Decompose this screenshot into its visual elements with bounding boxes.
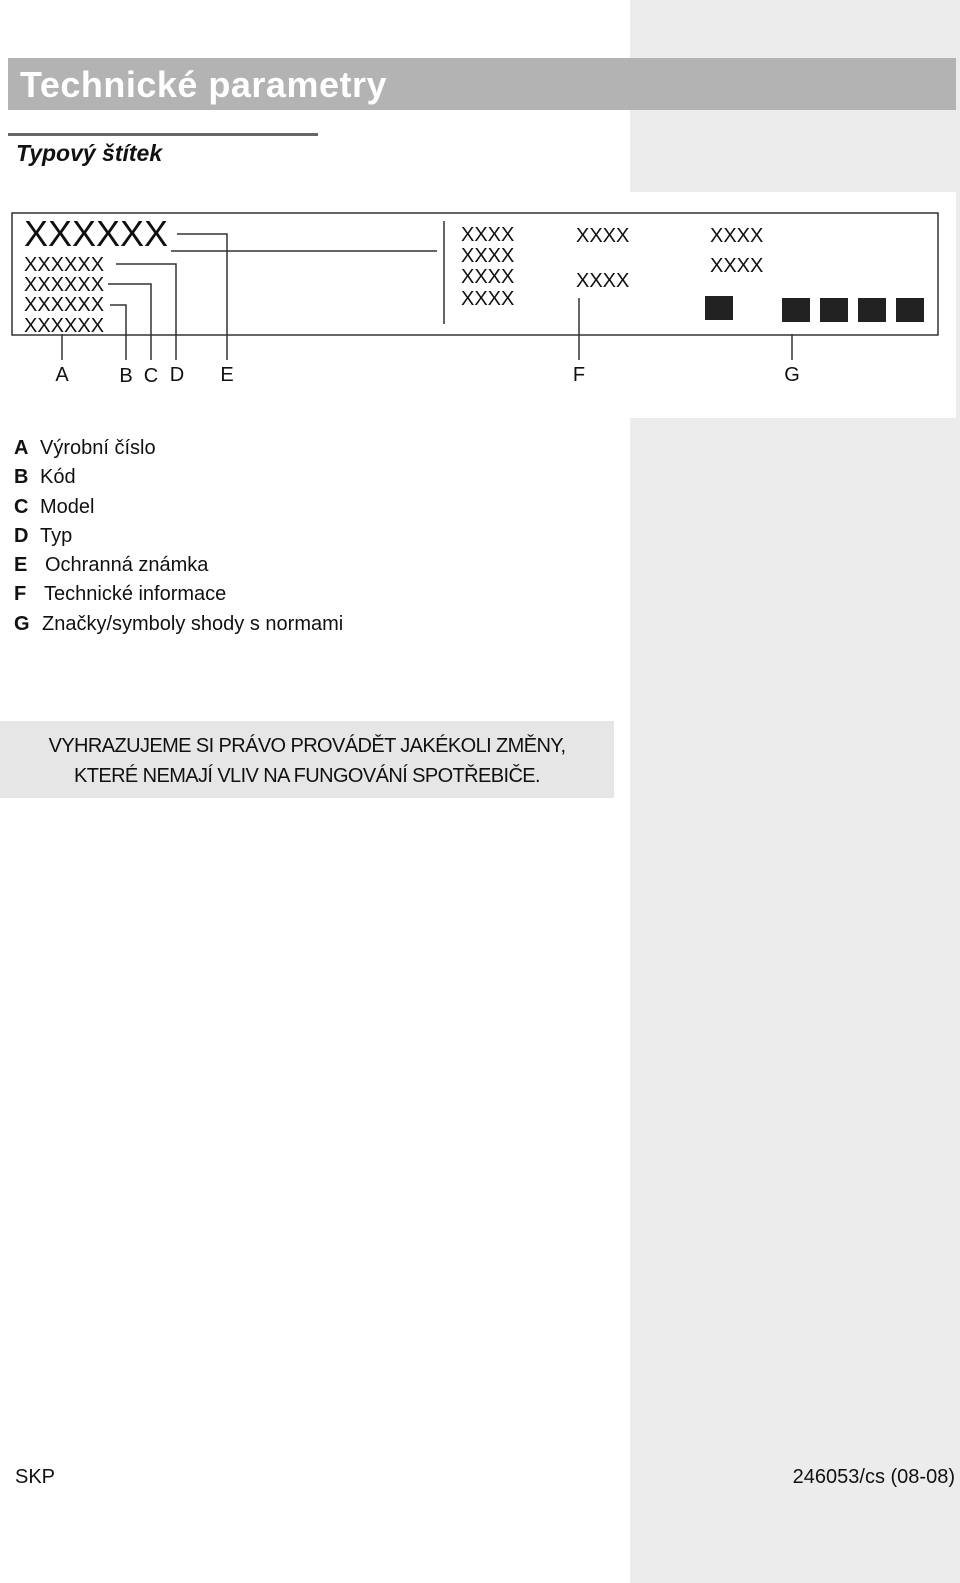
plate-col3-value: XXXX: [710, 225, 764, 247]
callout-label-d: D: [169, 364, 185, 386]
conformity-symbol-icon: [896, 298, 924, 322]
legend-text: Značky/symboly shody s normami: [42, 612, 344, 635]
legend-key: G: [14, 612, 30, 635]
subtitle-divider: [8, 133, 318, 136]
callout-label-e: E: [220, 364, 234, 386]
footer-doc-number: 246053/cs (08-08): [792, 1466, 955, 1488]
plate-col1-value: XXXX: [461, 288, 515, 310]
legend-key: F: [14, 583, 27, 606]
plate-col2-value: XXXX: [576, 270, 630, 292]
callout-label-f: F: [572, 364, 586, 386]
legend-key: C: [14, 495, 29, 518]
legend-item: [14, 493, 343, 522]
plate-code: XXXXXX: [24, 294, 105, 316]
legend-key: D: [14, 524, 29, 547]
plate-col1-value: XXXX: [461, 266, 515, 288]
legend-item: [14, 463, 343, 492]
conformity-symbol-icon: [820, 298, 848, 322]
legend-item: [14, 551, 343, 580]
page-title: Technické parametry: [20, 64, 388, 105]
legend-list: [14, 434, 343, 639]
rating-plate-svg: [0, 192, 956, 418]
legend-text: Ochranná známka: [45, 554, 209, 577]
legend-text: Kód: [40, 466, 76, 489]
callout-label-a: A: [55, 364, 69, 386]
conformity-symbol-icon: [782, 298, 810, 322]
disclaimer-line: VYHRAZUJEME SI PRÁVO PROVÁDĚT JAKÉKOLI ZMĚNY,: [48, 735, 566, 757]
legend-item: [14, 610, 343, 639]
footer-brand: SKP: [15, 1466, 56, 1488]
callout-label-b: B: [119, 365, 133, 387]
leader-e: [177, 234, 227, 360]
plate-col2-value: XXXX: [576, 225, 630, 247]
leader-d: [116, 264, 176, 360]
leader-c: [108, 284, 151, 360]
conformity-symbol-icon: [705, 296, 733, 320]
callout-label-g: G: [784, 364, 800, 386]
legend-key: B: [14, 466, 29, 489]
plate-col3-value: XXXX: [710, 255, 764, 277]
plate-code: XXXXXX: [24, 274, 105, 296]
callout-label-c: C: [143, 365, 159, 387]
legend-key: A: [14, 437, 29, 459]
plate-big-code: XXXXXX: [24, 213, 169, 254]
rating-plate-diagram: [0, 192, 956, 418]
leader-b: [110, 305, 126, 360]
section-subtitle: Typový štítek: [16, 140, 163, 166]
legend-text: Technické informace: [44, 583, 227, 606]
legend-text: Typ: [40, 524, 73, 547]
disclaimer-notice: [0, 721, 614, 798]
plate-code: XXXXXX: [24, 315, 105, 337]
legend-key: E: [14, 554, 28, 577]
conformity-symbol-icon: [858, 298, 886, 322]
plate-col1-value: XXXX: [461, 245, 515, 267]
legend-item: [14, 522, 343, 551]
plate-col1-value: XXXX: [461, 224, 515, 246]
legend-text: Výrobní číslo: [40, 437, 156, 459]
legend-item: [14, 434, 343, 463]
title-bar: [8, 58, 956, 110]
disclaimer-line: KTERÉ NEMAJÍ VLIV NA FUNGOVÁNÍ SPOTŘEBIČE.: [73, 765, 540, 787]
plate-code: XXXXXX: [24, 254, 105, 276]
legend-item: [14, 580, 343, 609]
legend-text: Model: [40, 495, 95, 518]
